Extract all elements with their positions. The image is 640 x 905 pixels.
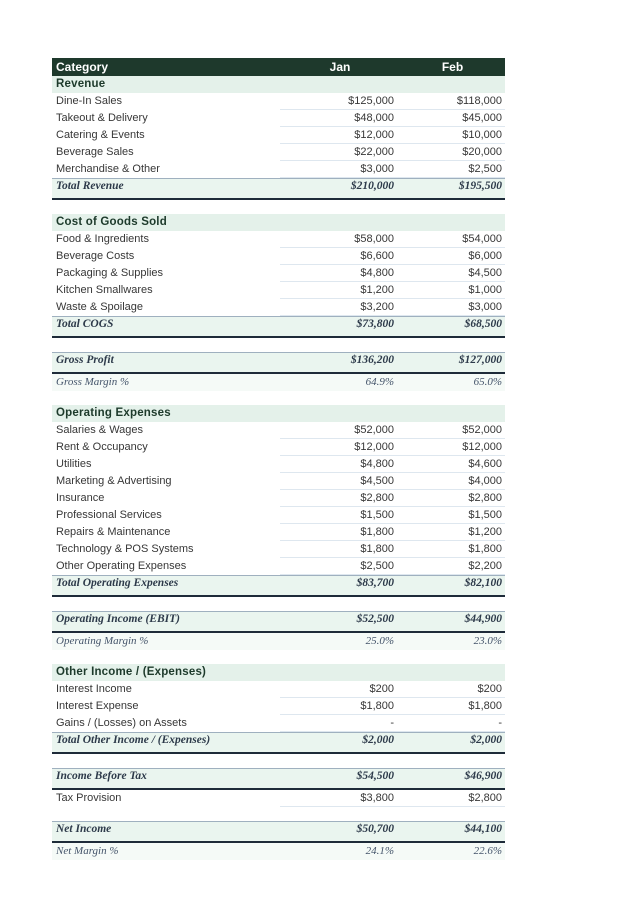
value-jan: $4,800 bbox=[280, 265, 400, 282]
row-label: Food & Ingredients bbox=[56, 233, 149, 245]
value-feb: $44,100 bbox=[464, 823, 502, 835]
total-row bbox=[52, 575, 505, 597]
value-feb: $1,800 bbox=[400, 541, 505, 558]
value-jan: $58,000 bbox=[280, 231, 400, 248]
table-row bbox=[52, 248, 505, 265]
row-label: Income Before Tax bbox=[56, 770, 147, 782]
margin-row bbox=[52, 633, 505, 650]
table-row bbox=[52, 422, 505, 439]
row-label: Net Margin % bbox=[56, 845, 119, 857]
value-feb: $4,000 bbox=[400, 473, 505, 490]
value-jan: $12,000 bbox=[280, 127, 400, 144]
row-label: Marketing & Advertising bbox=[56, 475, 172, 487]
row-label: Waste & Spoilage bbox=[56, 301, 144, 313]
table-row bbox=[52, 558, 505, 575]
value-feb: $44,900 bbox=[464, 613, 502, 625]
row-label: Repairs & Maintenance bbox=[56, 526, 171, 538]
value-feb: $2,200 bbox=[400, 558, 505, 575]
section-title: Cost of Goods Sold bbox=[52, 214, 505, 231]
value-jan: $1,800 bbox=[280, 541, 400, 558]
value-jan: $3,000 bbox=[280, 161, 400, 178]
value-jan: 64.9% bbox=[365, 376, 394, 388]
value-feb: $2,800 bbox=[400, 490, 505, 507]
table-row bbox=[52, 524, 505, 541]
value-feb: 22.6% bbox=[473, 845, 502, 857]
row-label: Merchandise & Other bbox=[56, 163, 160, 175]
value-jan: $52,000 bbox=[280, 422, 400, 439]
table-row bbox=[52, 698, 505, 715]
value-feb: $1,200 bbox=[400, 524, 505, 541]
row-label: Kitchen Smallwares bbox=[56, 284, 153, 296]
table-body bbox=[52, 76, 505, 860]
table-row bbox=[52, 456, 505, 473]
section-title: Other Income / (Expenses) bbox=[52, 664, 505, 681]
row-label: Operating Income (EBIT) bbox=[56, 613, 180, 625]
row-label: Dine-In Sales bbox=[56, 95, 123, 107]
table-row bbox=[52, 681, 505, 698]
row-label: Beverage Costs bbox=[56, 250, 135, 262]
total-row bbox=[52, 352, 505, 374]
column-header-jan: Jan bbox=[329, 60, 351, 74]
table-row bbox=[52, 161, 505, 178]
value-jan: $210,000 bbox=[350, 180, 394, 192]
table-row bbox=[52, 144, 505, 161]
value-feb: $2,500 bbox=[400, 161, 505, 178]
value-jan: 25.0% bbox=[365, 635, 394, 647]
row-label: Rent & Occupancy bbox=[56, 441, 148, 453]
value-jan: - bbox=[280, 715, 400, 732]
value-feb: $46,900 bbox=[464, 770, 502, 782]
value-jan: $1,800 bbox=[280, 524, 400, 541]
table-row bbox=[52, 541, 505, 558]
value-jan: $52,500 bbox=[356, 613, 394, 625]
value-jan: $12,000 bbox=[280, 439, 400, 456]
value-feb: $82,100 bbox=[464, 577, 502, 589]
row-label: Salaries & Wages bbox=[56, 424, 144, 436]
value-jan: $4,800 bbox=[280, 456, 400, 473]
value-jan: $2,500 bbox=[280, 558, 400, 575]
value-jan: $125,000 bbox=[280, 93, 400, 110]
row-label: Operating Margin % bbox=[56, 635, 149, 647]
value-jan: 24.1% bbox=[365, 845, 394, 857]
value-feb: $118,000 bbox=[400, 93, 505, 110]
total-row bbox=[52, 178, 505, 200]
value-feb: $6,000 bbox=[400, 248, 505, 265]
table-row bbox=[52, 127, 505, 144]
value-feb: $2,000 bbox=[470, 734, 502, 746]
row-label: Gross Margin % bbox=[56, 376, 130, 388]
value-feb: $3,000 bbox=[400, 299, 505, 316]
row-label: Gross Profit bbox=[56, 354, 114, 366]
total-row bbox=[52, 732, 505, 754]
total-row bbox=[52, 821, 505, 843]
value-feb: $1,500 bbox=[400, 507, 505, 524]
value-jan: $1,500 bbox=[280, 507, 400, 524]
row-label: Catering & Events bbox=[56, 129, 145, 141]
table-row bbox=[52, 299, 505, 316]
value-jan: $54,500 bbox=[356, 770, 394, 782]
row-label: Gains / (Losses) on Assets bbox=[56, 717, 187, 729]
statement-section bbox=[52, 611, 505, 650]
value-feb: 65.0% bbox=[473, 376, 502, 388]
row-label: Insurance bbox=[56, 492, 105, 504]
section-title: Revenue bbox=[52, 76, 505, 93]
value-jan: $6,600 bbox=[280, 248, 400, 265]
table-header-row bbox=[52, 58, 505, 76]
row-label: Interest Expense bbox=[56, 700, 139, 712]
value-jan: $3,200 bbox=[280, 299, 400, 316]
value-jan: $83,700 bbox=[356, 577, 394, 589]
total-row bbox=[52, 316, 505, 338]
value-jan: $2,000 bbox=[362, 734, 394, 746]
row-label: Tax Provision bbox=[56, 792, 122, 804]
statement-section bbox=[52, 352, 505, 391]
value-jan: $50,700 bbox=[356, 823, 394, 835]
row-label: Beverage Sales bbox=[56, 146, 134, 158]
table-row bbox=[52, 490, 505, 507]
value-feb: $52,000 bbox=[400, 422, 505, 439]
value-feb: $200 bbox=[400, 681, 505, 698]
value-jan: $1,200 bbox=[280, 282, 400, 299]
table-row bbox=[52, 231, 505, 248]
row-label: Interest Income bbox=[56, 683, 132, 695]
total-row bbox=[52, 768, 505, 790]
value-jan: $48,000 bbox=[280, 110, 400, 127]
statement-section bbox=[52, 664, 505, 754]
table-row bbox=[52, 93, 505, 110]
statement-section bbox=[52, 821, 505, 860]
table-row bbox=[52, 439, 505, 456]
value-feb: $20,000 bbox=[400, 144, 505, 161]
value-feb: $45,000 bbox=[400, 110, 505, 127]
row-label: Takeout & Delivery bbox=[56, 112, 148, 124]
table-row bbox=[52, 282, 505, 299]
value-feb: $68,500 bbox=[464, 318, 502, 330]
value-jan: $200 bbox=[280, 681, 400, 698]
row-label: Utilities bbox=[56, 458, 92, 470]
profit-and-loss-table bbox=[52, 58, 505, 860]
value-feb: 23.0% bbox=[473, 635, 502, 647]
row-label: Other Operating Expenses bbox=[56, 560, 187, 572]
table-row bbox=[52, 715, 505, 732]
value-jan: $73,800 bbox=[356, 318, 394, 330]
row-label: Professional Services bbox=[56, 509, 162, 521]
value-jan: $22,000 bbox=[280, 144, 400, 161]
row-label: Technology & POS Systems bbox=[56, 543, 194, 555]
row-label: Total Operating Expenses bbox=[56, 577, 179, 589]
value-feb: $4,500 bbox=[400, 265, 505, 282]
value-feb: $12,000 bbox=[400, 439, 505, 456]
value-feb: $2,800 bbox=[400, 790, 505, 807]
statement-section bbox=[52, 214, 505, 338]
table-row bbox=[52, 507, 505, 524]
margin-row bbox=[52, 374, 505, 391]
statement-section bbox=[52, 76, 505, 200]
value-jan: $136,200 bbox=[350, 354, 394, 366]
value-feb: $127,000 bbox=[458, 354, 502, 366]
column-header-feb: Feb bbox=[441, 60, 464, 74]
table-row bbox=[52, 110, 505, 127]
value-jan: $3,800 bbox=[280, 790, 400, 807]
section-title: Operating Expenses bbox=[52, 405, 505, 422]
value-feb: $54,000 bbox=[400, 231, 505, 248]
value-feb: - bbox=[400, 715, 505, 732]
value-feb: $195,500 bbox=[458, 180, 502, 192]
row-label: Net Income bbox=[56, 823, 112, 835]
column-header-category: Category bbox=[56, 60, 109, 74]
value-feb: $1,000 bbox=[400, 282, 505, 299]
table-row bbox=[52, 790, 505, 807]
row-label: Packaging & Supplies bbox=[56, 267, 164, 279]
statement-section bbox=[52, 405, 505, 597]
table-row bbox=[52, 473, 505, 490]
value-feb: $4,600 bbox=[400, 456, 505, 473]
row-label: Total Other Income / (Expenses) bbox=[56, 734, 211, 746]
row-label: Total Revenue bbox=[56, 180, 124, 192]
value-feb: $10,000 bbox=[400, 127, 505, 144]
total-row bbox=[52, 611, 505, 633]
value-jan: $2,800 bbox=[280, 490, 400, 507]
statement-section bbox=[52, 768, 505, 807]
table-row bbox=[52, 265, 505, 282]
value-jan: $1,800 bbox=[280, 698, 400, 715]
margin-row bbox=[52, 843, 505, 860]
row-label: Total COGS bbox=[56, 318, 114, 330]
value-feb: $1,800 bbox=[400, 698, 505, 715]
value-jan: $4,500 bbox=[280, 473, 400, 490]
